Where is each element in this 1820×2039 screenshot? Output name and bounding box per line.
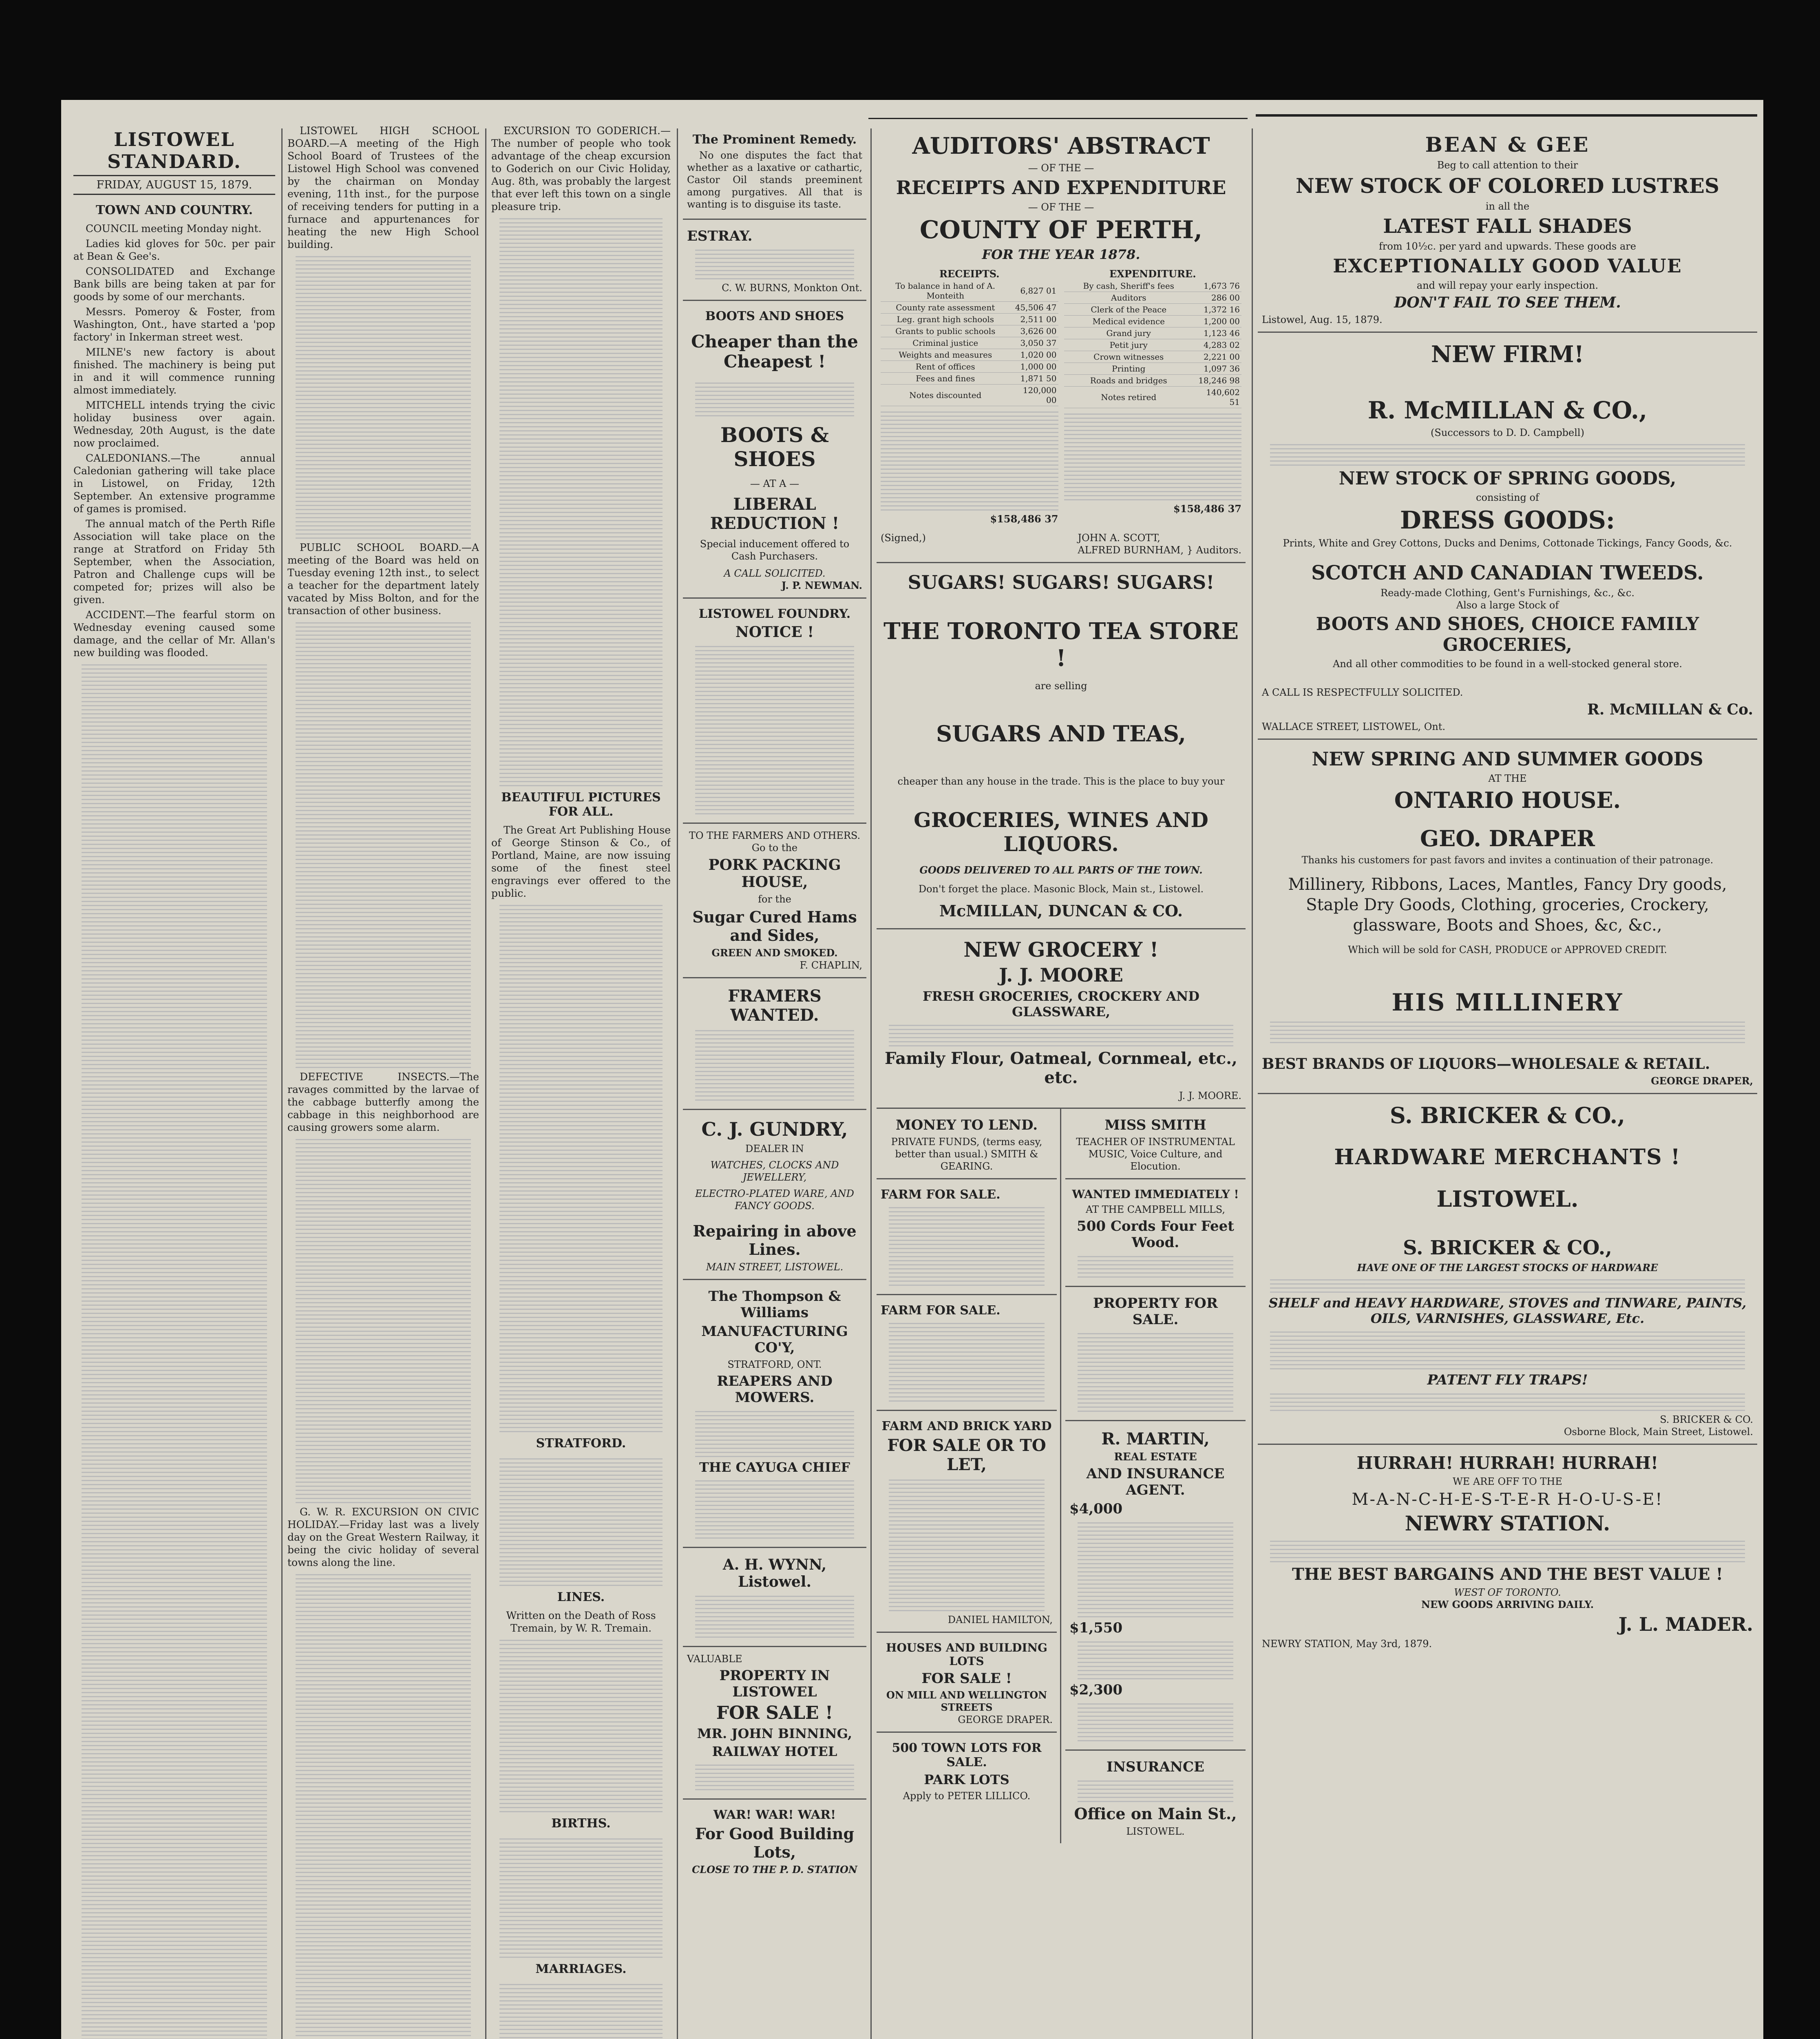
ad-text: AT THE CAMPBELL MILLS,: [1086, 1204, 1225, 1215]
ad-text: A CALL IS RESPECTFULLY SOLICITED.: [1262, 687, 1463, 698]
ad-heading: BOOTS & SHOES: [720, 423, 829, 471]
text-body: [499, 902, 663, 1432]
text-body: [296, 619, 471, 1068]
ad-heading: R. McMILLAN & CO.,: [1367, 396, 1648, 424]
ad-text: Don't forget the place. Masonic Block, Main st., Listowel.: [918, 883, 1204, 895]
section-heading: BIRTHS.: [551, 1816, 611, 1831]
table-row: Fees and fines 1,871 50: [881, 373, 1058, 385]
table-heading: EXPENDITURE.: [1109, 268, 1196, 280]
ad-signature: J. L. MADER.: [1618, 1613, 1753, 1635]
ad-text: WALLACE STREET, LISTOWEL, Ont.: [1262, 721, 1446, 732]
ad-heading: For Good Building Lots,: [695, 1824, 855, 1861]
remedy-notice: [683, 124, 866, 220]
ad-heading: M-A-N-C-H-E-S-T-E-R H-O-U-S-E!: [1352, 1490, 1663, 1509]
ad-text: in all the: [1485, 201, 1530, 212]
ad-heading: WANTED IMMEDIATELY !: [1072, 1188, 1239, 1201]
ad-heading: ESTRAY.: [687, 228, 753, 244]
text-body: [499, 1836, 663, 1958]
ad-heading: AUDITORS' ABSTRACT: [912, 133, 1210, 159]
news-item: COUNCIL meeting Monday night.: [86, 223, 262, 234]
ad-date: NEWRY STATION, May 3rd, 1879.: [1262, 1638, 1432, 1650]
ad-text: Beg to call attention to their: [1437, 159, 1578, 171]
text-body: [1270, 1538, 1745, 1562]
ad-heading: HARDWARE MERCHANTS !: [1334, 1145, 1681, 1170]
news-item: PUBLIC SCHOOL BOARD.—A meeting of the Board was held on Tuesday evening 12th inst., to select a teacher for the department lately vacated by Miss Bolton, and for the transaction of other business.: [287, 542, 479, 617]
ad-heading: The Prominent Remedy.: [692, 133, 857, 147]
ad-heading: NEW GROCERY !: [963, 938, 1159, 962]
foundry-ad: [683, 599, 866, 824]
ad-text: Go to the: [751, 842, 798, 854]
ad-text: cheaper than any house in the trade. This is the place to buy your: [897, 776, 1225, 787]
text-body: [889, 1022, 1233, 1046]
ad-text: PRIVATE FUNDS, (terms easy, better than usual.) SMITH & GEARING.: [891, 1136, 1043, 1172]
ad-signature: JOHN A. SCOTT,: [1078, 532, 1160, 544]
ad-heading: RECEIPTS AND EXPENDITURE: [896, 177, 1226, 199]
ad-heading: Cheaper than the Cheapest !: [691, 332, 858, 372]
table-row: Grand jury 1,123 46: [1064, 327, 1242, 339]
ad-text: GREEN AND SMOKED.: [711, 947, 838, 959]
ad-signature: GEORGE DRAPER.: [958, 1714, 1053, 1725]
text-body: [296, 253, 471, 539]
expenditure-table: [1064, 280, 1242, 408]
table-row: Notes discounted 120,000 00: [881, 385, 1058, 406]
ad-heading: A. H. WYNN, Listowel.: [722, 1556, 827, 1590]
ad-text: WE ARE OFF TO THE: [1453, 1476, 1562, 1487]
brickyard-ad: [877, 1411, 1057, 1633]
text-body: [695, 1762, 854, 1790]
text-body: [695, 1408, 854, 1457]
ad-heading: THE CAYUGA CHIEF: [699, 1460, 850, 1475]
ad-heading: NEWRY STATION.: [1405, 1511, 1610, 1535]
table-row: Clerk of the Peace 1,372 16: [1064, 304, 1242, 316]
table-heading: RECEIPTS.: [939, 268, 1000, 280]
text-body: [1270, 1276, 1745, 1293]
ad-signature: ALFRED BURNHAM, } Auditors.: [1078, 544, 1241, 556]
ad-heading: BEAN & GEE: [1425, 133, 1590, 157]
ad-heading: 500 Cords Four Feet Wood.: [1077, 1218, 1234, 1251]
ad-heading: HURRAH! HURRAH! HURRAH!: [1356, 1453, 1659, 1473]
text-body: [1078, 1519, 1233, 1617]
text-body: [695, 1027, 854, 1101]
table-row: Leg. grant high schools 2,511 00: [881, 314, 1058, 325]
ad-text: (Successors to D. D. Campbell): [1431, 427, 1584, 438]
text-body: [296, 1571, 471, 2039]
ad-heading: FOR SALE !: [716, 1703, 833, 1723]
column-5: [877, 124, 1246, 2039]
ad-signature: F. CHAPLIN,: [800, 960, 862, 971]
ad-text: Special inducement offered to Cash Purchasers.: [700, 538, 850, 562]
ad-signature: J. J. MOORE.: [1179, 1090, 1241, 1101]
ad-heading: Office on Main St.,: [1074, 1805, 1237, 1823]
ad-text: consisting of: [1476, 492, 1539, 503]
column-2: [287, 124, 479, 2039]
table-row: By cash, Sheriff's fees 1,673 76: [1064, 280, 1242, 292]
text-body: [1270, 1391, 1745, 1411]
insurance-ad: [1065, 1751, 1246, 1843]
ad-heading: FOR SALE !: [921, 1670, 1012, 1687]
ad-text: TEACHER OF INSTRUMENTAL MUSIC, Voice Culture, and Elocution.: [1076, 1136, 1235, 1172]
text-body: [889, 1204, 1045, 1286]
news-item: Ladies kid gloves for 50c. per pair at Bean & Gee's.: [73, 238, 275, 262]
thompson-ad: [683, 1280, 866, 1548]
ad-heading: NEW SPRING AND SUMMER GOODS: [1312, 748, 1703, 770]
ad-signature: J. P. NEWMAN.: [781, 579, 862, 591]
table-row: Auditors 286 00: [1064, 292, 1242, 304]
column-rule: [485, 128, 486, 2039]
ad-text: Prints, White and Grey Cottons, Ducks and Denims, Cottonade Tickings, Fancy Goods, &c.: [1283, 537, 1732, 549]
text-body: [1270, 1329, 1745, 1369]
ad-text: Which will be sold for CASH, PRODUCE or APPROVED CREDIT.: [1348, 944, 1667, 955]
text-body: [499, 1455, 663, 1586]
section-heading: STRATFORD.: [536, 1436, 626, 1451]
ad-heading: Family Flour, Oatmeal, Cornmeal, etc., etc.: [885, 1049, 1237, 1087]
ad-heading: PARK LOTS: [924, 1772, 1009, 1787]
ad-heading: MR. JOHN BINNING,: [697, 1726, 852, 1741]
price: $4,000: [1069, 1501, 1123, 1517]
ad-heading: FRESH GROCERIES, CROCKERY AND GLASSWARE,: [922, 989, 1200, 1020]
section-heading: BEAUTIFUL PICTURES FOR ALL.: [501, 790, 661, 819]
ad-text: Apply to PETER LILLICO.: [903, 1790, 1031, 1802]
tea-store-ad: [877, 563, 1246, 929]
text-body: [499, 1981, 663, 2039]
news-item: MITCHELL intends trying the civic holiday business over again. Wednesday, 20th August, is the date now proclaimed.: [73, 399, 275, 449]
text-body: [695, 1593, 854, 1638]
ad-heading: THE BEST BARGAINS AND THE BEST VALUE !: [1292, 1565, 1723, 1584]
column-4: [683, 124, 866, 2039]
table-total: $158,486 37: [990, 513, 1058, 525]
ad-heading: ONTARIO HOUSE.: [1394, 787, 1621, 813]
ad-text: DEALER IN: [745, 1143, 804, 1154]
ad-text: No one disputes the fact that whether as a laxative or cathartic, Castor Oil stands preeminent among purgatives. All that is wanting is to disguise its taste.: [687, 150, 862, 210]
auditors-abstract: [877, 124, 1246, 563]
news-item: CALEDONIANS.—The annual Caledonian gathering will take place in Listowel, on Friday, 12th September. An extensive programme of games is promised.: [73, 452, 275, 515]
masthead-title: LISTOWEL STANDARD.: [107, 128, 241, 172]
news-item: The Great Art Publishing House of George Stinson & Co., of Portland, Maine, are now issuing some of the finest steel engravings ever offered to the public.: [491, 824, 671, 899]
ad-text: CLOSE TO THE P. D. STATION: [692, 1864, 857, 1875]
ad-heading: LISTOWEL FOUNDRY.: [698, 607, 851, 621]
text-body: [695, 247, 854, 279]
table-row: Criminal justice 3,050 37: [881, 337, 1058, 349]
ad-text: TO THE FARMERS AND OTHERS.: [689, 830, 861, 841]
martin-ad: [1065, 1421, 1246, 1751]
column-rule: [1252, 128, 1253, 2039]
news-item: EXCURSION TO GODERICH.—The number of people who took advantage of the cheap excursion to Goderich on our Civic Holiday, Aug. 8th, was probably the largest that ever left this town on a single pleasure trip.: [491, 125, 671, 212]
farm-ad: [877, 1179, 1057, 1295]
news-item: The annual match of the Perth Rifle Association will take place on the range at Stratford on Friday 5th September, when the Association, Patron and Challenge cups will be competed for; prizes will also be given.: [73, 518, 275, 606]
ad-signature: C. W. BURNS, Monkton Ont.: [722, 282, 862, 294]
section-heading: MARRIAGES.: [535, 1962, 627, 1976]
table-row: Crown witnesses 2,221 00: [1064, 351, 1242, 363]
ad-heading: The Thompson & Williams: [708, 1288, 841, 1321]
ad-heading: LISTOWEL.: [1436, 1186, 1579, 1212]
table-total: $158,486 37: [1173, 503, 1241, 515]
ad-heading: AND INSURANCE AGENT.: [1086, 1466, 1225, 1498]
table-row: Weights and measures 1,020 00: [881, 349, 1058, 361]
ad-heading: SHELF and HEAVY HARDWARE, STOVES and TINWARE, PAINTS, OILS, VARNISHES, GLASSWARE, Etc.: [1268, 1295, 1747, 1326]
framers-ad: [683, 978, 866, 1110]
text-body: [1078, 1778, 1233, 1802]
table-row: Petit jury 4,283 02: [1064, 339, 1242, 351]
ad-heading: FARM FOR SALE.: [881, 1188, 1001, 1202]
text-body: [82, 661, 267, 2039]
table-row: County rate assessment 45,506 47: [881, 302, 1058, 314]
text-body: [695, 1477, 854, 1539]
ad-heading: RAILWAY HOTEL: [712, 1744, 837, 1759]
ad-heading: GEO. DRAPER: [1420, 825, 1595, 851]
text-body: [1270, 1019, 1745, 1043]
draper-ad: [1258, 740, 1757, 1094]
top-rule: [868, 118, 1248, 119]
text-body: [1078, 1701, 1233, 1741]
ad-text: Ready-made Clothing, Gent's Furnishings, &c., &c.: [1380, 587, 1634, 599]
ad-heading: FARM AND BRICK YARD: [881, 1419, 1052, 1433]
table-body: [881, 409, 1058, 511]
ad-heading: Millinery, Ribbons, Laces, Mantles, Fancy Dry goods, Staple Dry Goods, Clothing, groceries, Crockery, glassware, Boots and Shoes, &c, &c.,: [1288, 875, 1727, 935]
ad-heading: PORK PACKING HOUSE,: [708, 856, 841, 891]
ad-text: — OF THE —: [1028, 162, 1094, 174]
ad-heading: DON'T FAIL TO SEE THEM.: [1394, 294, 1621, 311]
ad-heading: MANUFACTURING CO'Y,: [701, 1323, 848, 1356]
ad-signature: DANIEL HAMILTON,: [948, 1614, 1053, 1625]
ad-text: (Signed,): [881, 532, 926, 544]
news-item: ACCIDENT.—The fearful storm on Wednesday evening caused some damage, and the cellar of Mr. Allan's new building was flooded.: [73, 609, 275, 659]
text-body: [296, 1136, 471, 1503]
ad-text: A CALL SOLICITED.: [724, 568, 826, 579]
music-ad: [1065, 1109, 1246, 1179]
ad-heading: LATEST FALL SHADES: [1383, 215, 1632, 238]
table-row: Notes retired 140,602 51: [1064, 387, 1242, 408]
text-body: [695, 643, 854, 814]
table-row: Roads and bridges 18,246 98: [1064, 375, 1242, 387]
ad-text: for the: [758, 893, 791, 905]
ad-text: HAVE ONE OF THE LARGEST STOCKS OF HARDWARE: [1357, 1262, 1658, 1274]
table-row: To balance in hand of A. Monteith 6,827 01: [881, 280, 1058, 302]
tremain-ad: [683, 1800, 866, 1882]
column-rule: [870, 128, 872, 2039]
table-row: Rent of offices 1,000 00: [881, 361, 1058, 373]
text-body: [889, 1320, 1045, 1402]
ad-text: And all other commodities to be found in a well-stocked general store.: [1333, 658, 1682, 670]
ad-text: GOODS DELIVERED TO ALL PARTS OF THE TOWN.: [919, 864, 1203, 876]
price: $1,550: [1069, 1620, 1123, 1636]
ad-heading: HOUSES AND BUILDING LOTS: [886, 1641, 1047, 1668]
ad-text: — OF THE —: [1028, 201, 1094, 213]
pork-ad: [683, 824, 866, 978]
text-body: [889, 1477, 1045, 1611]
ad-heading: LIBERAL REDUCTION !: [710, 495, 839, 533]
column-rule: [677, 128, 678, 2039]
newspaper-page: [61, 100, 1763, 2039]
ad-text: Osborne Block, Main Street, Listowel.: [1564, 1426, 1753, 1437]
ad-signature: S. BRICKER & CO.: [1660, 1414, 1753, 1425]
ad-heading: MONEY TO LEND.: [895, 1117, 1038, 1133]
ad-heading: BOOTS AND SHOES: [705, 309, 844, 323]
ad-text: and will repay your early inspection.: [1416, 280, 1599, 291]
ad-heading: FOR SALE OR TO LET,: [887, 1436, 1046, 1474]
ad-heading: SUGARS AND TEAS,: [936, 721, 1186, 747]
ad-heading: NOTICE !: [735, 624, 814, 641]
ad-heading: Sugar Cured Hams and Sides,: [692, 908, 857, 944]
lots-ad: [877, 1633, 1057, 1733]
text-body: [499, 215, 663, 786]
text-body: [1078, 1639, 1233, 1679]
section-heading: LINES.: [557, 1590, 605, 1604]
wood-ad: [1065, 1179, 1246, 1287]
ad-text: AT THE: [1488, 773, 1527, 784]
ad-heading: INSURANCE: [1107, 1759, 1204, 1775]
ad-text: Also a large Stock of: [1456, 599, 1559, 611]
column-rule: [281, 128, 283, 2039]
ad-heading: GROCERIES, WINES AND LIQUORS.: [914, 808, 1208, 856]
ad-text: ELECTRO-PLATED WARE, AND FANCY GOODS.: [695, 1188, 854, 1212]
ad-heading: REAL ESTATE: [1114, 1451, 1197, 1463]
column-1: [73, 124, 275, 2039]
table-row: Medical evidence 1,200 00: [1064, 316, 1242, 327]
ad-heading: BOOTS AND SHOES, CHOICE FAMILY GROCERIES,: [1316, 614, 1699, 655]
money-ad: [877, 1109, 1057, 1179]
estray-notice: [683, 220, 866, 301]
ad-text: are selling: [1035, 680, 1087, 692]
ad-heading: S. BRICKER & CO.,: [1389, 1102, 1626, 1128]
ad-signature: McMILLAN, DUNCAN & CO.: [939, 902, 1183, 920]
ad-heading: MISS SMITH: [1104, 1117, 1206, 1133]
table-row: Grants to public schools 3,626 00: [881, 325, 1058, 337]
newman-ad: [683, 301, 866, 599]
ad-heading: NEW STOCK OF COLORED LUSTRES: [1296, 174, 1719, 198]
ad-heading: THE TORONTO TEA STORE !: [883, 618, 1239, 672]
news-item: Messrs. Pomeroy & Foster, from Washington, Ont., have started a 'pop factory' in Inkerman street west.: [73, 306, 275, 343]
mcmillan-ad: [1258, 333, 1757, 740]
masthead-date: FRIDAY, AUGUST 15, 1879.: [73, 175, 275, 195]
price: $2,300: [1069, 1682, 1123, 1698]
ad-heading: COUNTY OF PERTH,: [919, 216, 1203, 244]
ad-heading: NEW STOCK OF SPRING GOODS,: [1338, 468, 1676, 489]
ad-heading: PROPERTY IN LISTOWEL: [719, 1667, 830, 1700]
ad-text: ON MILL AND WELLINGTON STREETS: [886, 1689, 1047, 1713]
receipts-table: [881, 280, 1058, 406]
ad-heading: C. J. GUNDRY,: [701, 1118, 848, 1140]
bricker-ad: [1258, 1094, 1757, 1445]
farm-ad: [877, 1295, 1057, 1411]
ad-signature: R. McMILLAN & Co.: [1587, 701, 1753, 718]
ad-heading: 500 TOWN LOTS FOR SALE.: [892, 1741, 1042, 1769]
poem-body: [499, 1637, 663, 1812]
news-item: DEFECTIVE INSECTS.—The ravages committed by the larvae of the cabbage butterfly among the cabbage in this neighborhood are causing growers some alarm.: [287, 1071, 479, 1133]
ad-signature: GEORGE DRAPER,: [1651, 1075, 1753, 1087]
wynn-ad: [683, 1548, 866, 1647]
ad-heading: SCOTCH AND CANADIAN TWEEDS.: [1311, 562, 1704, 584]
ad-text: WEST OF TORONTO.: [1454, 1587, 1561, 1598]
ad-text: MAIN STREET, LISTOWEL.: [706, 1261, 844, 1273]
ad-heading: J. J. MOORE: [999, 964, 1123, 986]
ad-text: from 10½c. per yard and upwards. These goods are: [1379, 241, 1636, 252]
town-lots-ad: [877, 1733, 1057, 1808]
column-3: [491, 124, 671, 2039]
moore-ad: [877, 929, 1246, 1109]
ad-text: NEW GOODS ARRIVING DAILY.: [1421, 1599, 1594, 1610]
news-item: LISTOWEL HIGH SCHOOL BOARD.—A meeting of the High School Board of Trustees of the Listowel High School was convened by the chairman on Monday evening, 11th inst., for the purpose of receiving tenders for putting in a furnace and appurtenances for heating the new High School building.: [287, 125, 479, 250]
news-item: CONSOLIDATED and Exchange Bank bills are being taken at par for goods by some of our merchants.: [73, 265, 275, 303]
ad-heading: WAR! WAR! WAR!: [713, 1808, 836, 1822]
column-6: [1258, 124, 1757, 2039]
news-item: G. W. R. EXCURSION ON CIVIC HOLIDAY.—Friday last was a lively day on the Great Western Railway, it being the civic holiday of several towns along the line.: [287, 1506, 479, 1568]
gundry-ad: [683, 1110, 866, 1280]
ad-text: LISTOWEL.: [1126, 1826, 1185, 1837]
ad-date: Listowel, Aug. 15, 1879.: [1262, 314, 1383, 325]
ad-heading: SUGARS! SUGARS! SUGARS!: [908, 571, 1215, 593]
ad-heading: HIS MILLINERY: [1392, 989, 1623, 1016]
ad-text: STRATFORD, ONT.: [727, 1359, 822, 1370]
ad-heading: EXCEPTIONALLY GOOD VALUE: [1333, 255, 1682, 277]
ad-heading: R. MARTIN,: [1101, 1429, 1210, 1449]
ad-heading: FOR THE YEAR 1878.: [982, 247, 1140, 262]
poem-subtitle: Written on the Death of Ross Tremain, by W. R. Tremain.: [506, 1610, 656, 1634]
ad-heading: DRESS GOODS:: [1400, 506, 1615, 535]
section-heading: TOWN AND COUNTRY.: [95, 203, 253, 217]
ad-text: — AT A —: [750, 478, 800, 489]
text-body: [695, 380, 854, 416]
ad-heading: NEW FIRM!: [1431, 341, 1584, 368]
ad-heading: Repairing in above Lines.: [693, 1222, 857, 1258]
binning-ad: [683, 1647, 866, 1800]
ad-heading: PROPERTY FOR SALE.: [1093, 1295, 1218, 1328]
bean-gee-ad: [1258, 124, 1757, 333]
ad-heading: REAPERS AND MOWERS.: [717, 1373, 833, 1406]
table-body: [1064, 411, 1242, 500]
table-row: Printing 1,097 36: [1064, 363, 1242, 375]
ad-heading: PATENT FLY TRAPS!: [1427, 1372, 1588, 1388]
ad-text: WATCHES, CLOCKS AND JEWELLERY,: [710, 1159, 839, 1183]
top-rule: [1256, 114, 1757, 117]
news-item: MILNE's new factory is about finished. The machinery is being put in and it will commence running almost immediately.: [73, 346, 275, 396]
ad-text: VALUABLE: [687, 1653, 742, 1665]
property-ad: [1065, 1287, 1246, 1421]
text-body: [1078, 1330, 1233, 1412]
ad-heading: FARM FOR SALE.: [881, 1303, 1001, 1318]
ad-text: Thanks his customers for past favors and invites a continuation of their patronage.: [1301, 854, 1714, 866]
ad-heading: BEST BRANDS OF LIQUORS—WHOLESALE & RETAIL.: [1262, 1055, 1710, 1073]
text-body: [1078, 1253, 1233, 1278]
ad-heading: FRAMERS WANTED.: [728, 986, 822, 1025]
mader-ad: [1258, 1445, 1757, 1656]
ad-heading: S. BRICKER & CO.,: [1403, 1236, 1612, 1259]
text-body: [1270, 441, 1745, 466]
